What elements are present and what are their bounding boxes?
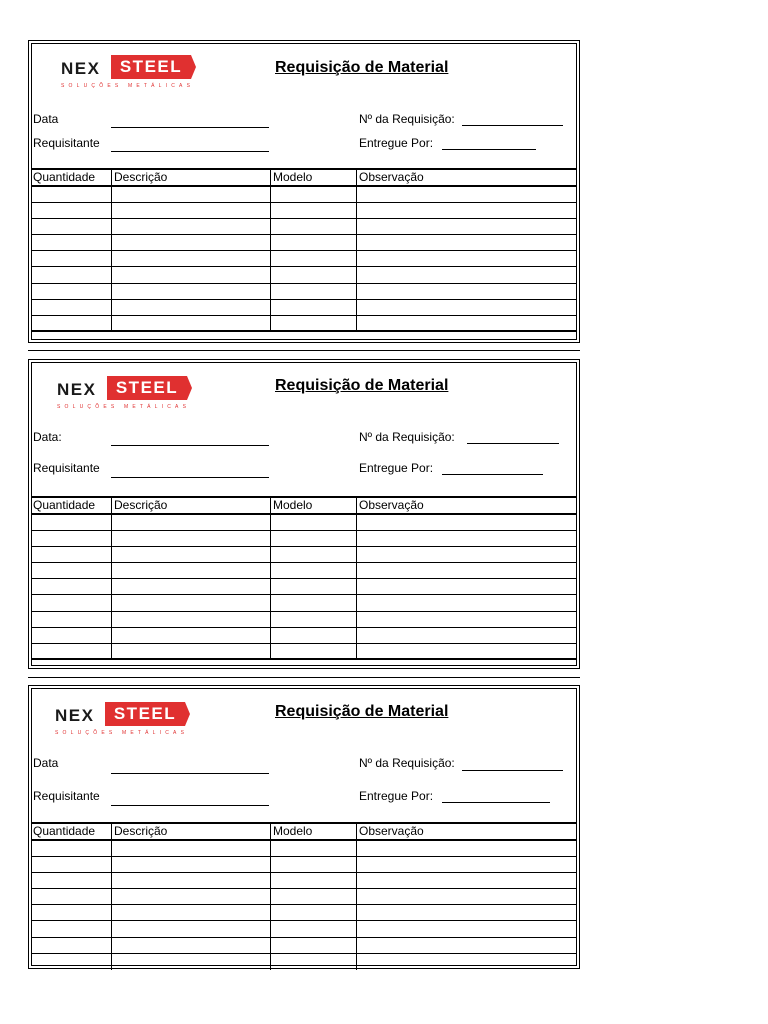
table-row[interactable] [31, 218, 577, 219]
logo-tagline: SOLUÇÕES METÁLICAS [55, 730, 189, 736]
logo-nex-text: NEX [55, 706, 95, 725]
cut-line [28, 677, 580, 678]
col-modelo-header: Modelo [273, 170, 313, 184]
table-row[interactable] [31, 283, 577, 284]
column-divider [270, 170, 271, 331]
data-field[interactable] [111, 127, 269, 128]
table-row[interactable] [31, 578, 577, 579]
table-row[interactable] [31, 627, 577, 628]
numero-requisicao-label: Nº da Requisição: [359, 756, 455, 770]
column-divider [270, 824, 271, 970]
entregue-por-label: Entregue Por: [359, 789, 434, 803]
table-header-rule [31, 513, 577, 515]
cut-line [28, 350, 580, 351]
logo-nex-text: NEX [61, 59, 101, 78]
requisition-form-1 [28, 40, 580, 343]
entregue-por-field[interactable] [442, 149, 536, 150]
column-divider [356, 824, 357, 970]
col-descricao-header: Descrição [114, 498, 168, 512]
data-label: Data [33, 112, 59, 126]
table-header-rule [31, 185, 577, 187]
table-row[interactable] [31, 315, 577, 316]
col-quantidade-header: Quantidade [33, 824, 96, 838]
table-row[interactable] [31, 266, 577, 267]
logo-steel-text: STEEL [105, 702, 185, 726]
table-row[interactable] [31, 202, 577, 203]
data-label: Data: [33, 430, 62, 444]
numero-requisicao-field[interactable] [467, 443, 559, 444]
requisitante-field[interactable] [111, 151, 269, 152]
table-bottom-rule [31, 658, 577, 660]
logo-steel-text: STEEL [107, 376, 187, 400]
items-table [31, 496, 577, 662]
form-title: Requisição de Material [275, 703, 449, 720]
table-row[interactable] [31, 953, 577, 954]
logo-tagline: SOLUÇÕES METÁLICAS [61, 83, 195, 89]
table-row[interactable] [31, 888, 577, 889]
requisitante-field[interactable] [111, 477, 269, 478]
numero-requisicao-field[interactable] [462, 125, 563, 126]
col-observacao-header: Observação [359, 170, 424, 184]
table-row[interactable] [31, 250, 577, 251]
form-title: Requisição de Material [275, 59, 449, 76]
entregue-por-field[interactable] [442, 802, 550, 803]
nexsteel-logo [57, 374, 197, 412]
numero-requisicao-label: Nº da Requisição: [359, 112, 455, 126]
col-modelo-header: Modelo [273, 498, 313, 512]
logo-tagline: SOLUÇÕES METÁLICAS [57, 404, 191, 410]
entregue-por-label: Entregue Por: [359, 136, 434, 150]
entregue-por-label: Entregue Por: [359, 461, 434, 475]
col-quantidade-header: Quantidade [33, 170, 96, 184]
col-observacao-header: Observação [359, 824, 424, 838]
table-row[interactable] [31, 920, 577, 921]
table-row[interactable] [31, 856, 577, 857]
requisitante-label: Requisitante [33, 461, 100, 475]
table-row[interactable] [31, 611, 577, 612]
data-field[interactable] [111, 445, 269, 446]
table-row[interactable] [31, 904, 577, 905]
column-divider [356, 498, 357, 659]
data-field[interactable] [111, 773, 269, 774]
column-divider [111, 498, 112, 659]
column-divider [111, 824, 112, 970]
table-bottom-rule [31, 330, 577, 332]
numero-requisicao-label: Nº da Requisição: [359, 430, 455, 444]
table-row[interactable] [31, 594, 577, 595]
entregue-por-field[interactable] [442, 474, 543, 475]
table-row[interactable] [31, 937, 577, 938]
table-header-rule [31, 839, 577, 841]
col-modelo-header: Modelo [273, 824, 313, 838]
table-row[interactable] [31, 872, 577, 873]
data-label: Data [33, 756, 59, 770]
form-title: Requisição de Material [275, 377, 449, 394]
requisitante-field[interactable] [111, 805, 269, 806]
requisition-form-3 [28, 685, 580, 969]
column-divider [356, 170, 357, 331]
nexsteel-logo [55, 700, 195, 738]
col-descricao-header: Descrição [114, 824, 168, 838]
requisition-form-2 [28, 359, 580, 669]
requisitante-label: Requisitante [33, 136, 100, 150]
logo-nex-text: NEX [57, 380, 97, 399]
numero-requisicao-field[interactable] [462, 770, 563, 771]
table-row[interactable] [31, 643, 577, 644]
nexsteel-logo [61, 53, 201, 91]
column-divider [270, 498, 271, 659]
table-row[interactable] [31, 546, 577, 547]
logo-steel-text: STEEL [111, 55, 191, 79]
col-quantidade-header: Quantidade [33, 498, 96, 512]
items-table [31, 168, 577, 333]
table-row[interactable] [31, 234, 577, 235]
items-table [31, 822, 577, 969]
col-observacao-header: Observação [359, 498, 424, 512]
table-row[interactable] [31, 299, 577, 300]
requisitante-label: Requisitante [33, 789, 100, 803]
column-divider [111, 170, 112, 331]
table-row[interactable] [31, 562, 577, 563]
col-descricao-header: Descrição [114, 170, 168, 184]
table-row[interactable] [31, 530, 577, 531]
